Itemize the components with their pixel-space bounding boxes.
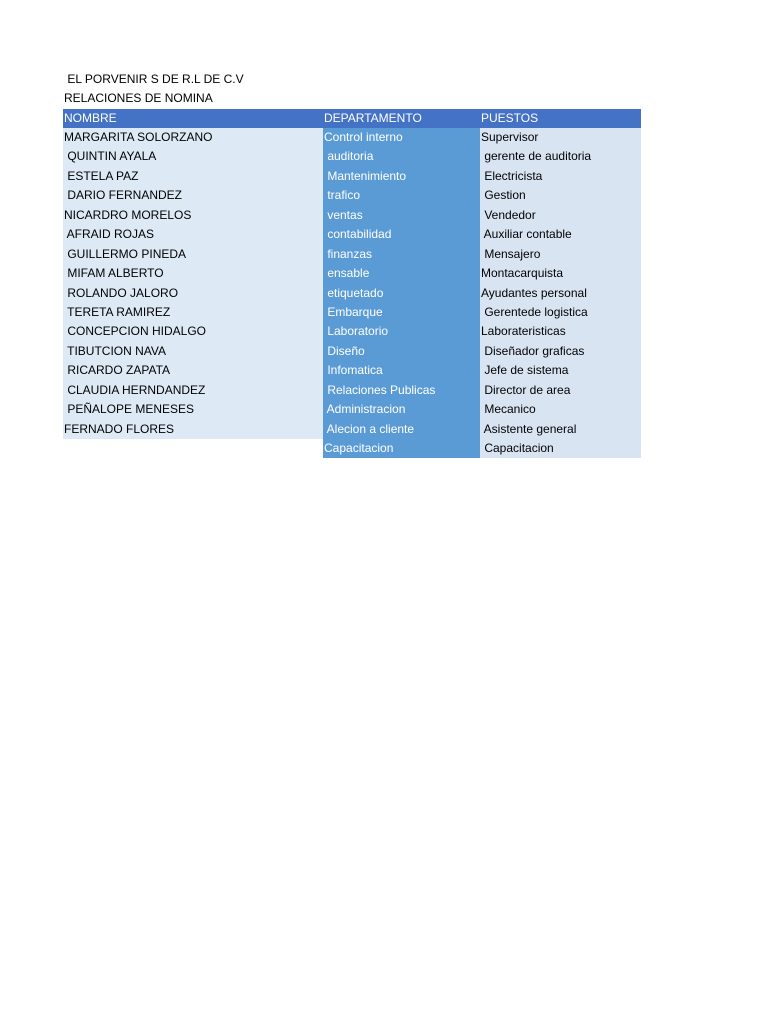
- puestos-cell[interactable]: gerente de auditoria: [480, 147, 641, 166]
- puestos-cell[interactable]: Auxiliar contable: [480, 225, 641, 244]
- puestos-cell[interactable]: Montacarquista: [480, 264, 641, 283]
- nombres-cell[interactable]: PEÑALOPE MENESES: [63, 400, 323, 419]
- puestos-cell[interactable]: Ayudantes personal: [480, 284, 641, 303]
- puestos-cell[interactable]: Asistente general: [480, 420, 641, 439]
- departamentos-cell[interactable]: Embarque: [323, 303, 480, 322]
- header-puestos[interactable]: PUESTOS: [480, 109, 641, 128]
- puestos-cell[interactable]: Vendedor: [480, 206, 641, 225]
- departamentos-cell[interactable]: Mantenimiento: [323, 167, 480, 186]
- column-puestos: [480, 109, 641, 458]
- nombres-cell[interactable]: DARIO FERNANDEZ: [63, 186, 323, 205]
- departamentos-cell[interactable]: Relaciones Publicas: [323, 381, 480, 400]
- departamentos-cell[interactable]: finanzas: [323, 245, 480, 264]
- column-nombre: [63, 109, 323, 439]
- nombres-cell[interactable]: ROLANDO JALORO: [63, 284, 323, 303]
- departamentos-cell[interactable]: Laboratorio: [323, 322, 480, 341]
- nombres-cell[interactable]: MIFAM ALBERTO: [63, 264, 323, 283]
- nombres-cell[interactable]: QUINTIN AYALA: [63, 147, 323, 166]
- puestos-cell[interactable]: Gestion: [480, 186, 641, 205]
- nombres-cell[interactable]: RICARDO ZAPATA: [63, 361, 323, 380]
- nombres-cell[interactable]: GUILLERMO PINEDA: [63, 245, 323, 264]
- nombres-cell[interactable]: CONCEPCION HIDALGO: [63, 322, 323, 341]
- departamentos-cell[interactable]: ventas: [323, 206, 480, 225]
- nombres-cell[interactable]: CLAUDIA HERNDANDEZ: [63, 381, 323, 400]
- departamentos-cell[interactable]: auditoria: [323, 147, 480, 166]
- puestos-cell[interactable]: Mecanico: [480, 400, 641, 419]
- puestos-cell[interactable]: Supervisor: [480, 128, 641, 147]
- puestos-cell[interactable]: Electricista: [480, 167, 641, 186]
- nombres-cell[interactable]: TIBUTCION NAVA: [63, 342, 323, 361]
- departamentos-cell[interactable]: etiquetado: [323, 284, 480, 303]
- nombres-cell[interactable]: FERNADO FLORES: [63, 420, 323, 439]
- puestos-cell[interactable]: Mensajero: [480, 245, 641, 264]
- puestos-cell[interactable]: Gerentede logistica: [480, 303, 641, 322]
- puestos-cell[interactable]: Laborateristicas: [480, 322, 641, 341]
- departamentos-cell[interactable]: ensable: [323, 264, 480, 283]
- nombres-cell[interactable]: TERETA RAMIREZ: [63, 303, 323, 322]
- nombres-cell[interactable]: MARGARITA SOLORZANO: [63, 128, 323, 147]
- departamentos-cell[interactable]: trafico: [323, 186, 480, 205]
- puestos-cell[interactable]: Jefe de sistema: [480, 361, 641, 380]
- puestos-cell[interactable]: Capacitacion: [480, 439, 641, 458]
- sheet-subtitle: RELACIONES DE NOMINA: [64, 91, 213, 105]
- nombres-cell[interactable]: NICARDRO MORELOS: [63, 206, 323, 225]
- departamentos-cell[interactable]: Diseño: [323, 342, 480, 361]
- departamentos-cell[interactable]: contabilidad: [323, 225, 480, 244]
- departamentos-cell[interactable]: Infomatica: [323, 361, 480, 380]
- departamentos-cell[interactable]: Control interno: [323, 128, 480, 147]
- header-departamento[interactable]: DEPARTAMENTO: [323, 109, 480, 128]
- company-name: EL PORVENIR S DE R.L DE C.V: [64, 72, 244, 86]
- departamentos-cell[interactable]: Alecion a cliente: [323, 420, 480, 439]
- puestos-cell[interactable]: Director de area: [480, 381, 641, 400]
- departamentos-cell[interactable]: Administracion: [323, 400, 480, 419]
- nombres-cell[interactable]: AFRAID ROJAS: [63, 225, 323, 244]
- nombres-cell[interactable]: ESTELA PAZ: [63, 167, 323, 186]
- column-departamento: [323, 109, 480, 458]
- departamentos-cell[interactable]: Capacitacion: [323, 439, 480, 458]
- header-nombre[interactable]: NOMBRE: [63, 109, 323, 128]
- puestos-cell[interactable]: Diseñador graficas: [480, 342, 641, 361]
